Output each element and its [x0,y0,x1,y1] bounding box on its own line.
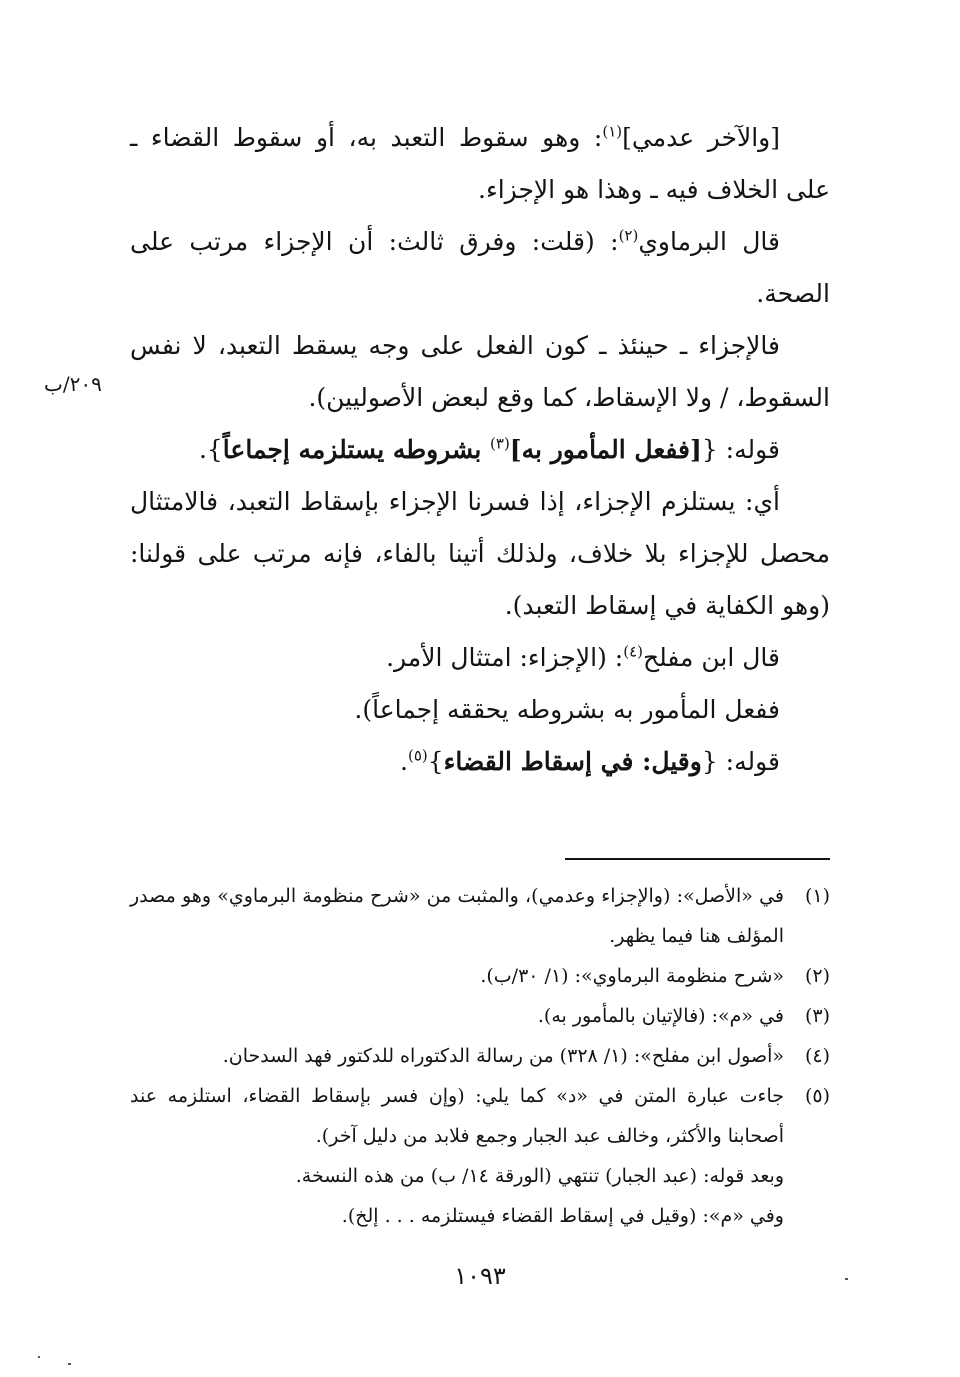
main-text [130,112,830,788]
footnote-text [130,876,784,956]
paragraph-2-text: : (قلت: وفرق ثالث: أن الإجزاء مرتب على الصحة. [130,227,830,308]
paragraph-2-lead: قال البرماوي [638,227,780,256]
footnote-number: (٢) [804,965,830,987]
quoted-matn-part-2: بشروطه يستلزمه إجماعاً [222,435,491,464]
closing-brace: } [427,747,444,776]
footnote-ref-4: (٤) [623,642,643,661]
paragraph-3: فالإجزاء ـ حينئذ ـ كون الفعل على وجه يسقط التعبد، لا نفس السقوط، / ولا الإسقاط، كما وقع لبعض الأصوليين). [130,331,830,412]
paragraph-8 [130,736,830,788]
footnotes [130,876,830,1236]
footnote-item [130,876,830,956]
scan-speck [38,1356,40,1358]
footnote-line: جاءت عبارة المتن في «د» كما يلي: (وإن فسر بإسقاط القضاء، استلزمه عند أصحابنا والأكثر، وخالف عبد الجبار وجمع فلابد من دليل آخر). [130,1085,784,1147]
footnote-number: (١) [804,885,830,907]
footnote-line: وفي «م»: (وقيل في إسقاط القضاء فيستلزمه . . . إلخ). [341,1205,784,1227]
footnote-ref-3: (٣) [490,434,510,453]
paragraph-8-tail: . [400,747,408,776]
footnote-text [130,956,784,996]
footnote-ref-2: (٢) [618,226,639,245]
scan-speck [845,1278,848,1280]
footnote-separator [565,858,830,860]
paragraph-6 [130,632,830,684]
footnote-item [130,956,830,996]
paragraph-7: ففعل المأمور به بشروطه يحققه إجماعاً). [354,695,780,724]
footnote-item [130,996,830,1036]
footnote-item [130,1076,830,1236]
quoted-matn: وقيل: في إسقاط القضاء [443,747,702,776]
footnote-line: في «الأصل»: (والإجزاء وعدمي)، والمثبت من «شرح منظومة البرماوي» وهو مصدر المؤلف هنا فيما يظهر. [130,885,784,947]
page-number: ١٠٩٣ [454,1262,506,1290]
footnote-text [130,996,784,1036]
paragraph-5: أي: يستلزم الإجزاء، إذا فسرنا الإجزاء بإسقاط التعبد، فالامتثال محصل للإجزاء بلا خلاف، ولذلك أتينا بالفاء، فإنه مرتب على قولنا: (وهو الكفاية في إسقاط التعبد). [130,487,830,620]
bracketed-phrase: [والآخر عدمي] [622,123,781,152]
paragraph-2 [130,216,830,320]
footnote-number: (٤) [804,1045,830,1067]
paragraph-4-tail: }. [198,435,223,464]
footnote-number: (٣) [804,1005,830,1027]
paragraph-8-lead: قوله: { [701,747,780,776]
footnote-text [130,1036,784,1076]
paragraph-6-text: : (الإجزاء: امتثال الأمر. [386,643,624,672]
quoted-matn-part-1: [ففعل المأمور به] [509,435,702,464]
footnote-line: «أصول ابن مفلح»: (١/ ٣٢٨) من رسالة الدكتوراه للدكتور فهد السدحان. [222,1045,784,1067]
paragraph-4-lead: قوله: { [701,435,780,464]
paragraph-4 [130,424,830,476]
paragraph-1-text: : وهو سقوط التعبد به، أو سقوط القضاء ـ على الخلاف فيه ـ وهذا هو الإجزاء. [130,123,830,204]
footnote-item [130,1036,830,1076]
manuscript-folio-marker: ٢٠٩/ب [44,372,102,396]
scan-speck [68,1363,71,1365]
footnote-line: «شرح منظومة البرماوي»: (١/ ٣٠/ب). [480,965,784,987]
footnote-text [130,1076,784,1236]
footnote-number: (٥) [804,1085,830,1107]
footnote-ref-1: (١) [602,122,623,141]
paragraph-1 [130,112,830,216]
footnote-line: في «م»: (فالإتيان بالمأمور به). [537,1005,784,1027]
paragraph-6-lead: قال ابن مفلح [642,643,780,672]
footnote-ref-5: (٥) [407,746,428,765]
footnote-line: وبعد قوله: (عبد الجبار) تنتهي (الورقة ١٤/ ب) من هذه النسخة. [295,1165,784,1187]
